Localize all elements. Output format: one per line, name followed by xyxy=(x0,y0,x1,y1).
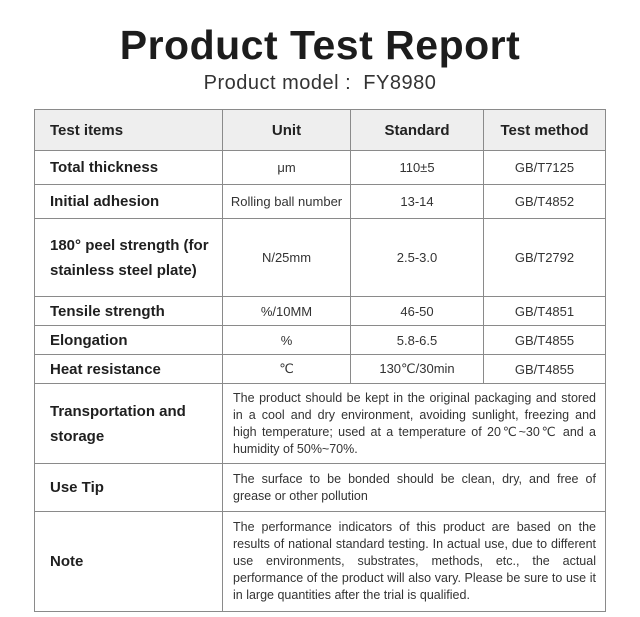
report-title: Product Test Report xyxy=(119,22,521,68)
standard-cell: 5.8-6.5 xyxy=(351,326,484,355)
notes-row xyxy=(35,512,606,612)
standard-cell: 13-14 xyxy=(351,185,484,219)
note-label-note: Note xyxy=(35,512,223,612)
table-row xyxy=(35,355,606,384)
unit-cell: ℃ xyxy=(223,355,351,384)
table-row xyxy=(35,297,606,326)
method-cell: GB/T7125 xyxy=(484,151,606,185)
header-test-method: Test method xyxy=(484,110,606,151)
method-cell: GB/T4855 xyxy=(484,326,606,355)
method-cell: GB/T4852 xyxy=(484,185,606,219)
note-label-transportation-storage: Transportation and storage xyxy=(35,384,223,464)
note-text-transportation-storage: The product should be kept in the original packaging and stored in a cool and dry environment, avoiding sunlight, freezing and high temperature; used at a temperature of 20℃~30℃ and a humidity of 50%~70%. xyxy=(223,384,606,464)
unit-cell: μm xyxy=(223,151,351,185)
method-cell: GB/T4851 xyxy=(484,297,606,326)
notes-row xyxy=(35,464,606,512)
standard-cell: 46-50 xyxy=(351,297,484,326)
method-cell: GB/T2792 xyxy=(484,219,606,297)
test-item-cell: Total thickness xyxy=(35,151,223,185)
note-label-use-tip: Use Tip xyxy=(35,464,223,512)
note-text-use-tip: The surface to be bonded should be clean, dry, and free of grease or other pollution xyxy=(223,464,606,512)
standard-cell: 110±5 xyxy=(351,151,484,185)
table-row xyxy=(35,185,606,219)
table-row xyxy=(35,151,606,185)
test-report-table xyxy=(34,109,606,612)
test-item-cell: Initial adhesion xyxy=(35,185,223,219)
note-text-note: The performance indicators of this product are based on the results of national standard testing. In actual use, due to different use environments, substrates, methods, etc., the actual performance of the product will also vary. Please be sure to use it in large quantities after the trial is qualified. xyxy=(223,512,606,612)
notes-row xyxy=(35,384,606,464)
unit-cell: N/25mm xyxy=(223,219,351,297)
test-item-cell: 180° peel strength (for stainless steel plate) xyxy=(35,219,223,297)
unit-cell: Rolling ball number xyxy=(223,185,351,219)
test-item-cell: Tensile strength xyxy=(35,297,223,326)
test-item-cell: Elongation xyxy=(35,326,223,355)
product-model: Product model : FY8980 xyxy=(203,72,437,94)
standard-cell: 2.5-3.0 xyxy=(351,219,484,297)
test-item-cell: Heat resistance xyxy=(35,355,223,384)
standard-cell: 130℃/30min xyxy=(351,355,484,384)
method-cell: GB/T4855 xyxy=(484,355,606,384)
header-test-items: Test items xyxy=(35,110,223,151)
table-row xyxy=(35,219,606,297)
header-standard: Standard xyxy=(351,110,484,151)
header-row xyxy=(35,110,606,151)
header-unit: Unit xyxy=(223,110,351,151)
unit-cell: %/10MM xyxy=(223,297,351,326)
unit-cell: % xyxy=(223,326,351,355)
table-row xyxy=(35,326,606,355)
